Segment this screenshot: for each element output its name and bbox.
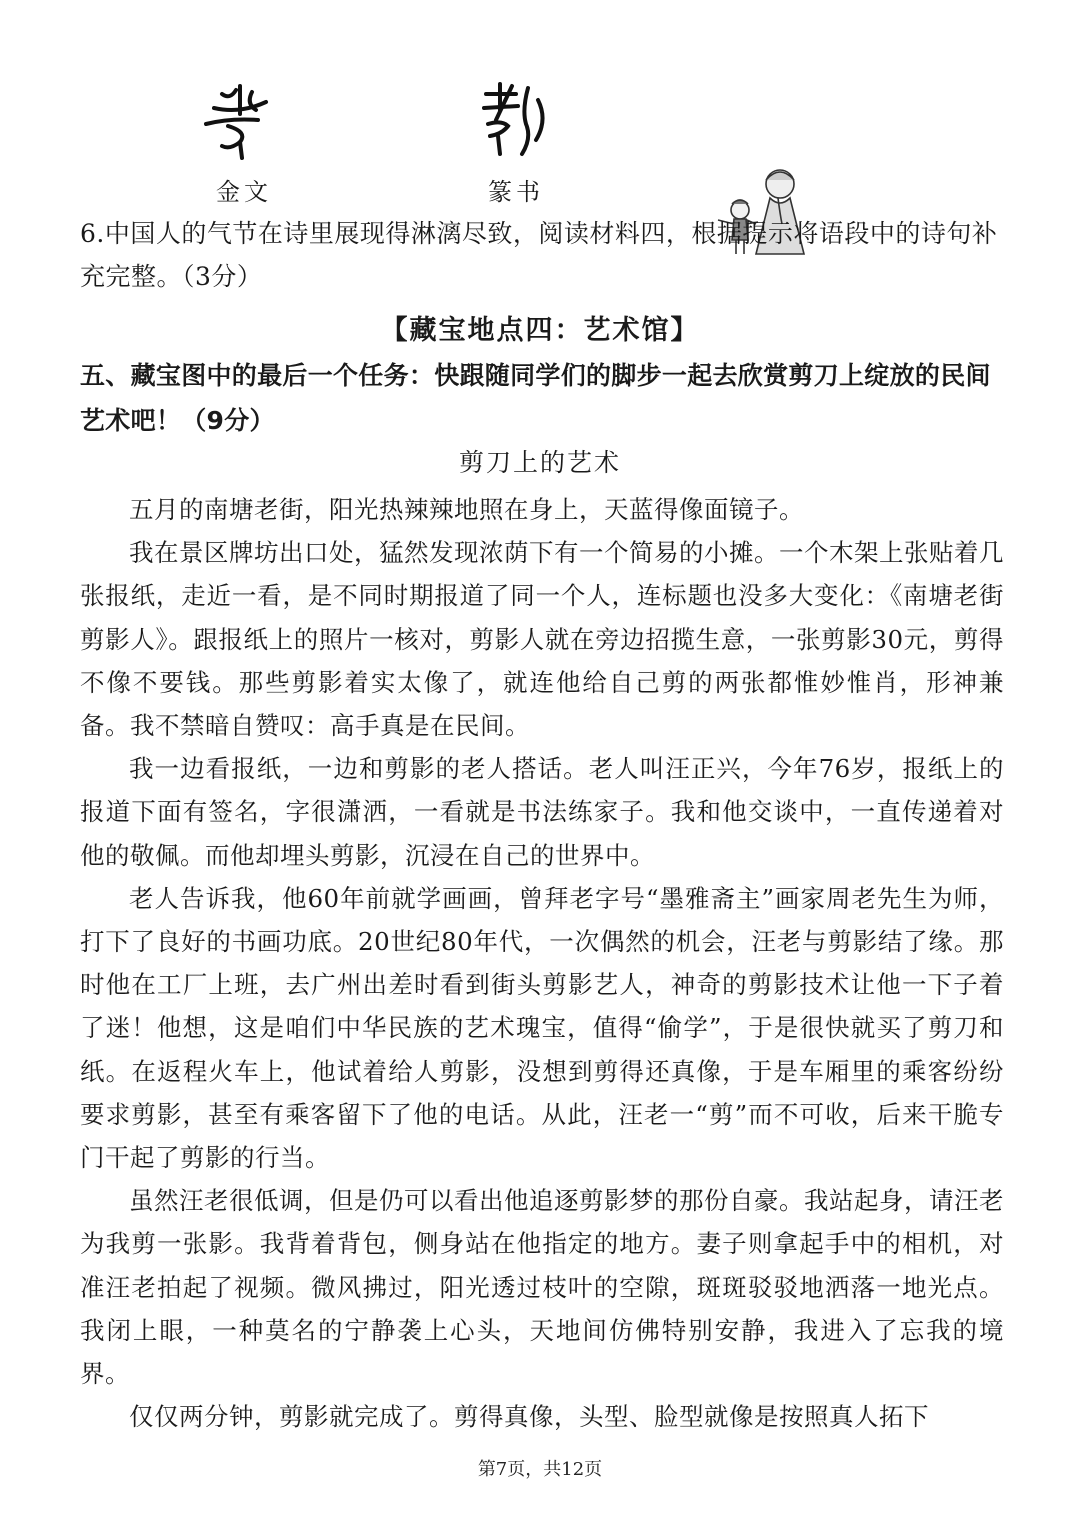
- page-number: 第7页，共12页: [477, 1459, 603, 1480]
- zhuanshu-caption: 篆书: [488, 178, 544, 206]
- zhuanshu-xiao-glyph-icon: [478, 80, 558, 160]
- article-body: [80, 488, 1004, 1438]
- article-paragraph: 我一边看报纸，一边和剪影的老人搭话。老人叫汪正兴，今年76岁，报纸上的报道下面有签名，字很潇洒，一看就是书法练家子。我和他交谈中，一直传递着对他的敬佩。而他却埋头剪影，沉浸在自己的世界中。: [80, 754, 1004, 870]
- question-6: 6.中国人的气节在诗里展现得淋漓尽致，阅读材料四，根据提示将语段中的诗句补充完整。（3分）: [80, 219, 998, 291]
- jinwen-caption: 金文: [216, 178, 272, 206]
- section-title: 【藏宝地点四：艺术馆】: [380, 315, 700, 346]
- article-paragraph: 老人告诉我，他60年前就学画画，曾拜老字号“墨雅斋主”画家周老先生为师，打下了良好的书画功底。20世纪80年代，一次偶然的机会，汪老与剪影结了缘。那时他在工厂上班，去广州出差时看到街头剪影艺人，神奇的剪影技术让他一下子着了迷！他想，这是咱们中华民族的艺术瑰宝，值得“偷学”，于是很快就买了剪刀和纸。在返程火车上，他试着给人剪影，没想到剪得还真像，于是车厢里的乘客纷纷要求剪影，甚至有乘客留下了他的电话。从此，汪老一“剪”而不可收，后来干脆专门干起了剪影的行当。: [80, 883, 1004, 1173]
- article-title: 剪刀上的艺术: [458, 448, 621, 477]
- article-paragraph: 我在景区牌坊出口处，猛然发现浓荫下有一个简易的小摊。一个木架上张贴着几张报纸，走近一看，是不同时期报道了同一个人，连标题也没多大变化：《南塘老街剪影人》。跟报纸上的照片一核对，剪影人就在旁边招揽生意，一张剪影30元，剪得不像不要钱。那些剪影着实太像了，就连他给自己剪的两张都惟妙惟肖，形神兼备。我不禁暗自赞叹：高手真是在民间。: [80, 538, 1004, 741]
- article-paragraph: 仅仅两分钟，剪影就完成了。剪得真像，头型、脸型就像是按照真人拓下: [129, 1402, 929, 1432]
- article-paragraph: 虽然汪老很低调，但是仍可以看出他追逐剪影梦的那份自豪。我站起身，请汪老为我剪一张影。我背着背包，侧身站在他指定的地方。妻子则拿起手中的相机，对准汪老拍起了视频。微风拂过，阳光透过枝叶的空隙，斑斑驳驳地洒落一地光点。我闭上眼，一种莫名的宁静袭上心头，天地间仿佛特别安静，我进入了忘我的境界。: [80, 1186, 1004, 1389]
- glyph-illustration-row: [0, 80, 1080, 210]
- article-paragraph: 五月的南塘老街，阳光热辣辣地照在身上，天蓝得像面镜子。: [129, 495, 804, 524]
- jinwen-xiao-glyph-icon: [200, 80, 280, 160]
- task-five: 五、藏宝图中的最后一个任务：快跟随同学们的脚步一起去欣赏剪刀上绽放的民间艺术吧！（9分）: [80, 361, 991, 435]
